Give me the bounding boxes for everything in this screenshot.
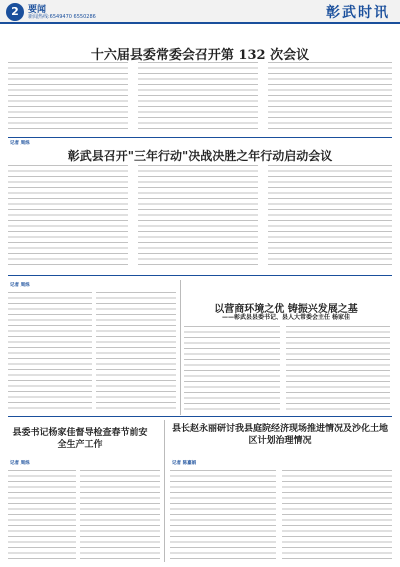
headline-3-subtitle: ——彰武县县委书记、县人大常委会主任 杨家佳: [221, 314, 351, 321]
section-label: 要闻: [28, 5, 47, 15]
article-4-col-2: [286, 326, 390, 410]
article-5-col-1: [8, 470, 76, 562]
article-2-col-3: [268, 165, 392, 265]
headline-1: 十六届县委常委会召开第 132 次会议: [90, 48, 310, 63]
article-6-col-1: [170, 470, 276, 562]
rule-2: [8, 275, 392, 276]
article-6-col-2: [282, 470, 392, 562]
article-3-col-1: [8, 292, 92, 410]
reporter-tag-1: 记者 周烁: [10, 141, 30, 146]
headline-4: 县委书记杨家佳督导检查春节前安全生产工作: [12, 428, 148, 450]
article-1-col-2: [138, 62, 258, 130]
divider-1: [180, 280, 181, 415]
hotline-text: 新闻热线:6549470 6550286: [28, 14, 96, 20]
rule-3: [8, 416, 392, 417]
article-1-col-3: [268, 62, 392, 130]
article-2-col-1: [8, 165, 128, 265]
article-5-col-2: [80, 470, 160, 562]
reporter-tag-4: 记者 陈嘉娟: [172, 461, 197, 466]
reporter-tag-3: 记者 周烁: [10, 461, 30, 466]
page-number-badge: 2: [6, 3, 24, 21]
article-1-col-1: [8, 62, 128, 130]
divider-2: [164, 420, 165, 562]
rule-1: [8, 137, 392, 138]
reporter-tag-2: 记者 周烁: [10, 283, 30, 288]
headline-5: 县长赵永丽研讨我县庭院经济现场推进情况及沙化土地区计划治理情况: [171, 424, 388, 446]
article-3-col-2: [96, 292, 176, 410]
page-header: [0, 0, 400, 24]
masthead-logo: 彰武时讯: [326, 5, 390, 21]
article-4-col-1: [184, 326, 280, 410]
headline-2: 彰武县召开"三年行动"决战决胜之年行动启动会议: [67, 149, 333, 163]
article-2-col-2: [138, 165, 258, 265]
headline-3: 以营商环境之优 铸振兴发展之基: [214, 304, 358, 315]
